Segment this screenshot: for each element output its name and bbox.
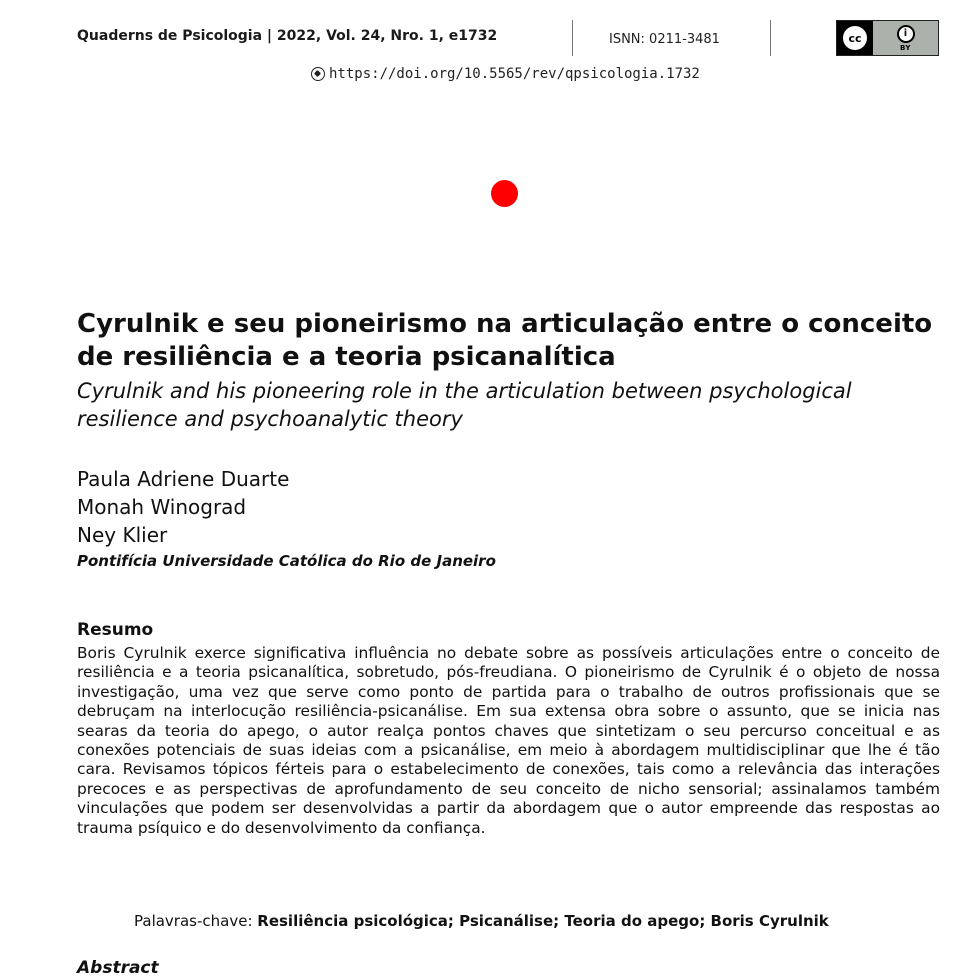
author-name: Monah Winograd (77, 495, 247, 519)
doi-text: https://doi.org/10.5565/rev/qpsicologia.1732 (329, 66, 700, 82)
keywords-list: Resiliência psicológica; Psicanálise; Teoria do apego; Boris Cyrulnik (257, 912, 829, 930)
attribution-icon: i (897, 25, 915, 43)
journal-citation: Quaderns de Psicologia | 2022, Vol. 24, Nro. 1, e1732 (77, 28, 498, 44)
author-list (77, 465, 289, 549)
article-subtitle: Cyrulnik and his pioneering role in the articulation between psychological resilience and psychoanalytic theory (77, 379, 852, 431)
by-icon-area (873, 25, 938, 52)
doi-link[interactable] (311, 66, 700, 82)
keywords-label: Palavras-chave: (134, 912, 253, 930)
resumo-heading: Resumo (77, 620, 154, 640)
issn-label: ISNN: 0211-3481 (609, 32, 720, 47)
cc-icon-text: cc (848, 31, 862, 45)
header-divider (572, 20, 573, 56)
author-name: Ney Klier (77, 523, 168, 547)
abstract-heading: Abstract (77, 958, 159, 978)
article-title: Cyrulnik e seu pioneirismo na articulação entre o conceito de resiliência e a teoria psicanalítica (77, 309, 933, 372)
link-icon (311, 67, 325, 81)
by-label: BY (899, 43, 912, 52)
cc-icon (843, 26, 867, 50)
author-affiliation: Pontifícia Universidade Católica do Rio de Janeiro (77, 552, 496, 570)
resumo-body: Boris Cyrulnik exerce significativa influência no debate sobre as possíveis articulações entre o conceito de resiliência e a teoria psicanalítica, sobretudo, pós-freudiana. O pioneirismo de Cyrulnik é o objeto de nossa investigação, uma vez que serve como ponto de partida para o trabalho de outros profissionais que se debruçam na interlocução resiliência-psicanálise. Em sua extensa obra sobre o assunto, que se inicia nas searas da teoria do apego, o autor realça pontos chaves que sintetizam o seu percurso conceitual e as conexões potenciais de suas ideias com a psicanálise, em meio à abordagem multidisciplinar que lhe é tão cara. Revisamos tópicos férteis para o estabelecimento de conexões, tais como a relevância das interações precoces e as perspectivas de aprofundamento de seu conceito de nicho sensorial; assinalamos também vinculações que podem ser desenvolvidas a partir da abordagem que o autor empreende das respostas ao trauma psíquico e do desenvolvimento da confiança. (77, 644, 940, 837)
red-marker-dot (491, 180, 518, 207)
cc-icon-area (837, 21, 873, 55)
header-divider (770, 20, 771, 56)
author-name: Paula Adriene Duarte (77, 467, 290, 491)
keywords-line (134, 912, 829, 930)
cc-license-badge[interactable] (836, 20, 939, 56)
